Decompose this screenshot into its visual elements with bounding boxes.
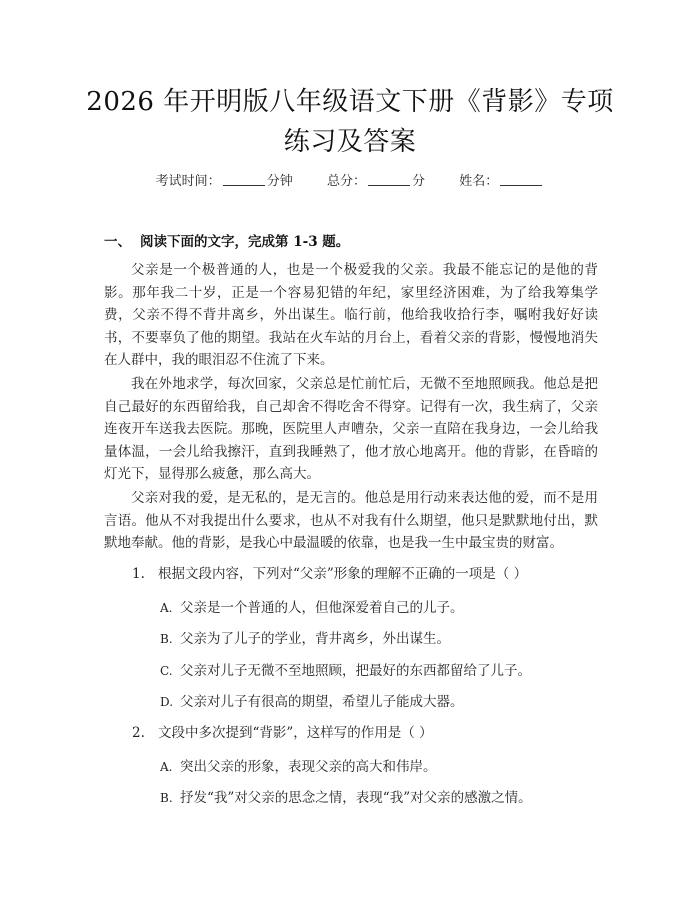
question-1-option-b xyxy=(160,627,450,647)
time-blank xyxy=(223,173,265,186)
option-label: A. xyxy=(160,760,173,774)
question-2-option-b xyxy=(160,786,532,806)
question-2 xyxy=(132,721,433,741)
option-text: 父亲对儿子有很高的期望，希望儿子能成大器。 xyxy=(180,694,464,710)
title-line-2: 练习及答案 xyxy=(283,127,417,157)
reading-paragraph-2: 我在外地求学，每次回家，父亲总是忙前忙后，无微不至地照顾我。他总是把自己最好的东西留给我，自己却舍不得吃舍不得穿。记得有一次，我生病了，父亲连夜开车送我去医院。那晚，医院里人声嘈杂，父亲一直陪在我身边，一会儿给我量体温，一会儿给我擦汗，直到我睡熟了，他才放心地离开。他的背影，在昏暗的灯光下，显得那么疲惫，那么高大。 xyxy=(104,376,598,482)
score-unit: 分 xyxy=(412,174,426,189)
score-blank xyxy=(368,173,410,186)
question-text: 文段中多次提到“背影”，这样写的作用是（ ） xyxy=(158,725,433,741)
section-instruction: 阅读下面的文字，完成第 1-3 题。 xyxy=(140,234,350,250)
reading-paragraph-1: 父亲是一个极普通的人，也是一个极爱我的父亲。我最不能忘记的是他的背影。那年我二十岁，正是一个容易犯错的年纪，家里经济困难，为了给我筹集学费，父亲不得不背井离乡，外出谋生。临行前，他给我收拾行李，嘱咐我好好读书，不要辜负了他的期望。我站在火车站的月台上，看着父亲的背影，慢慢地消失在人群中，我的眼泪忍不住流了下来。 xyxy=(104,262,598,368)
question-1-option-d xyxy=(160,690,464,710)
section-number: 一、 xyxy=(104,234,131,250)
time-unit: 分钟 xyxy=(266,174,293,189)
option-text: 父亲是一个普通的人，但他深爱着自己的儿子。 xyxy=(180,600,464,616)
time-label: 考试时间： xyxy=(155,174,221,189)
question-1-option-a xyxy=(160,596,464,616)
question-1 xyxy=(132,562,527,582)
score-label: 总分： xyxy=(326,174,366,189)
option-text: 突出父亲的形象，表现父亲的高大和伟岸。 xyxy=(180,759,437,775)
option-label: A. xyxy=(160,601,173,615)
exam-info-line xyxy=(0,170,700,189)
name-label: 姓名： xyxy=(459,174,499,189)
option-label: D. xyxy=(160,695,174,709)
question-text: 根据文段内容，下列对“父亲”形象的理解不正确的一项是（ ） xyxy=(158,566,528,582)
section-heading xyxy=(104,230,349,250)
question-1-option-c xyxy=(160,659,531,679)
page-title xyxy=(60,82,640,162)
option-text: 父亲为了儿子的学业，背井离乡，外出谋生。 xyxy=(180,631,450,647)
question-number: 2. xyxy=(132,725,145,741)
option-text: 抒发“我”对父亲的思念之情，表现“我”对父亲的感激之情。 xyxy=(180,790,532,806)
title-line-1: 2026 年开明版八年级语文下册《背影》专项 xyxy=(86,87,614,117)
question-2-option-a xyxy=(160,755,437,775)
reading-paragraph-3: 父亲对我的爱，是无私的，是无言的。他总是用行动来表达他的爱，而不是用言语。他从不对我提出什么要求，也从不对我有什么期望，他只是默默地付出，默默地奉献。他的背影，是我心中最温暖的依靠，也是我一生中最宝贵的财富。 xyxy=(104,490,598,551)
option-label: C. xyxy=(160,664,173,678)
option-label: B. xyxy=(160,632,173,646)
option-label: B. xyxy=(160,791,173,805)
question-number: 1. xyxy=(132,566,145,582)
option-text: 父亲对儿子无微不至地照顾，把最好的东西都留给了儿子。 xyxy=(180,663,531,679)
name-blank xyxy=(500,173,542,186)
